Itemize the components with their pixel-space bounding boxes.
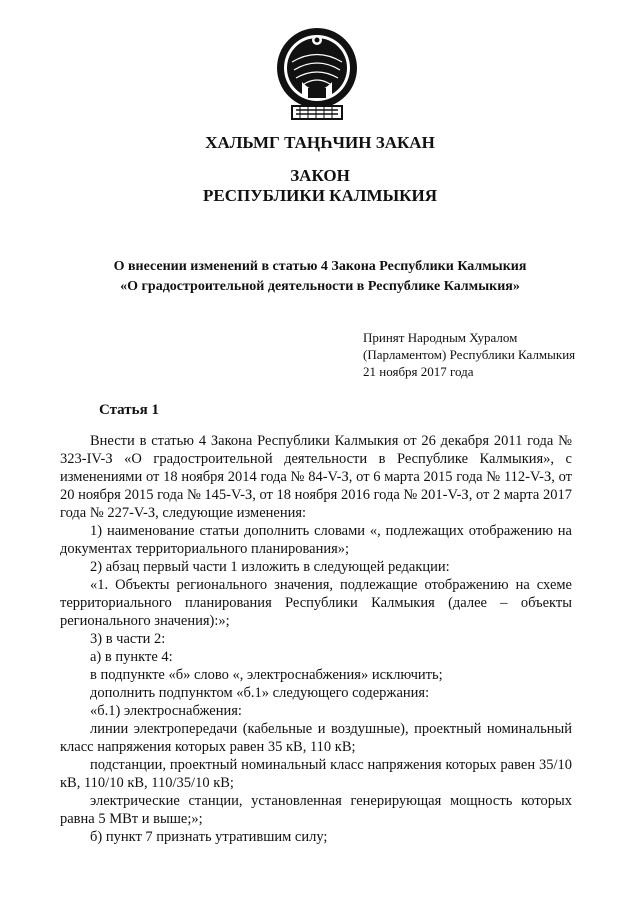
coat-of-arms-emblem xyxy=(274,22,360,124)
paragraph: дополнить подпунктом «б.1» следующего содержания: xyxy=(90,685,430,701)
paragraph: Внести в статью 4 Закона Республики Калмыкия от 26 декабря 2011 года № 323-IV-З «О градостроительной деятельности в Республике Калмыкия», с изменениями от 18 ноября 2014 года № 84-V-З, от 6 марта 2015 года № 112-V-З, от 20 ноября 2015 года № 145-V-З, от 18 ноября 2016 года № 201-V-З, от 2 марта 2017 года № 227-V-З, следующие изменения: xyxy=(60,433,572,521)
article-heading: Статья 1 xyxy=(99,402,159,418)
paragraph: подстанции, проектный номинальный класс напряжения которых равен 35/10 кВ, 110/10 кВ, 110/35/10 кВ; xyxy=(60,757,572,791)
paragraph: в подпункте «б» слово «, электроснабжения» исключить; xyxy=(90,667,443,683)
adoption-line: (Парламентом) Республики Калмыкия xyxy=(363,347,576,362)
law-title: ЗАКОН xyxy=(290,166,350,185)
paragraph: 1) наименование статьи дополнить словами «, подлежащих отображению на документах территориального планирования»; xyxy=(60,523,572,557)
adoption-note xyxy=(363,329,575,380)
adoption-date: 21 ноября 2017 года xyxy=(363,364,474,379)
paragraph: линии электропередачи (кабельные и воздушные), проектный номинальный класс напряжения которых равен 35 кВ, 110 кВ; xyxy=(60,721,572,755)
article-body xyxy=(60,432,572,846)
paragraph: 3) в части 2: xyxy=(90,631,166,647)
paragraph: 2) абзац первый части 1 изложить в следующей редакции: xyxy=(90,559,450,575)
law-subject xyxy=(60,257,580,297)
republic-title: РЕСПУБЛИКИ КАЛМЫКИЯ xyxy=(202,186,438,205)
paragraph: а) в пункте 4: xyxy=(90,649,173,665)
paragraph: «1. Объекты регионального значения, подлежащие отображению на схеме территориального планирования Республики Калмыкия (далее – объекты регионального значения):»; xyxy=(60,577,572,629)
kalmyk-law-title: ХАЛЬМГ ТАҢҺЧИН ЗАКАН xyxy=(205,133,435,152)
paragraph: электрические станции, установленная генерирующая мощность которых равна 5 МВт и выше;»; xyxy=(60,793,572,827)
law-subject-line: О внесении изменений в статью 4 Закона Республики Калмыкия xyxy=(113,259,527,274)
paragraph: б) пункт 7 признать утратившим силу; xyxy=(90,829,328,845)
adoption-line: Принят Народным Хуралом xyxy=(363,330,518,345)
law-subject-line: «О градостроительной деятельности в Республике Калмыкия» xyxy=(120,279,520,294)
paragraph: «б.1) электроснабжения: xyxy=(90,703,242,719)
